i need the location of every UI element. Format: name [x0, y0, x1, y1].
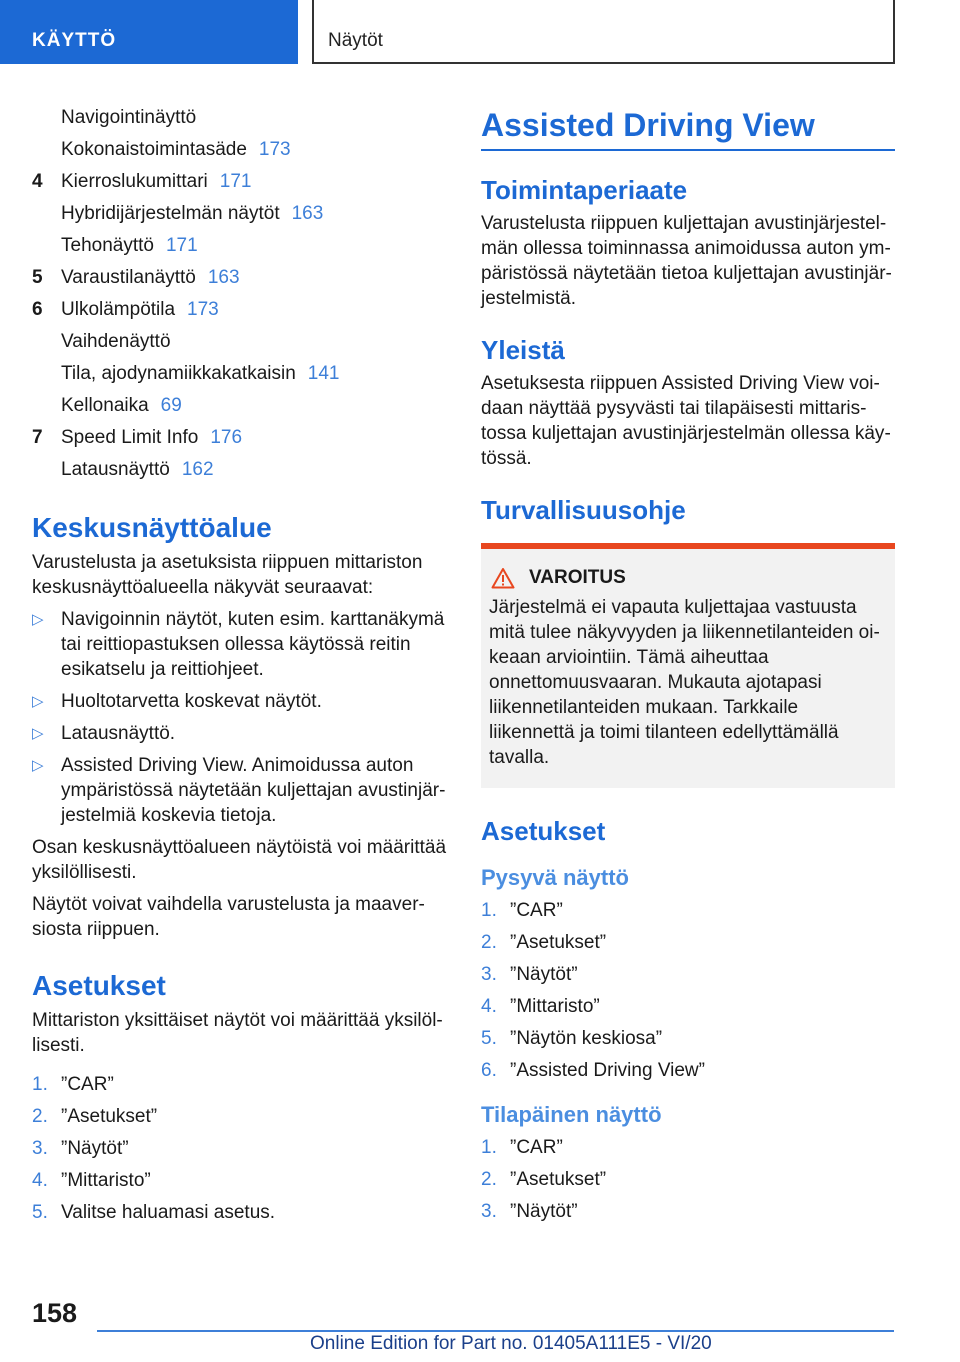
legend-text: Hybridijärjestelmän näytöt [61, 203, 280, 224]
settings-intro-left: Mittariston yksittäiset näytöt voi määrittää yksilöllisesti. [32, 1010, 443, 1056]
warning-label: VAROITUS [529, 567, 626, 588]
legend-text: Kokonaistoimintasäde [61, 139, 247, 160]
legend-text: Tila, ajodynamiikkakatkaisin [61, 363, 296, 384]
step-text: ”CAR” [510, 900, 563, 921]
principle-text: Varustelusta riippuen kuljettajan avustinjärjestelmän ollessa toiminnassa animoidussa auton ympäristössä näytetään tietoa kuljettajan avustinjärjestelmistä. [481, 213, 892, 309]
chapter-tab [312, 0, 895, 64]
page-reference: 163 [291, 203, 324, 224]
legend-entry [32, 105, 446, 130]
step-number: 6. [481, 1060, 497, 1081]
step-item [481, 930, 895, 955]
legend-text: Tehonäyttö [61, 235, 154, 256]
legend-entry [32, 137, 446, 162]
section-tab [0, 0, 298, 64]
section-title: KÄYTTÖ [32, 30, 117, 51]
step-text: ”Näytön keskiosa” [510, 1028, 663, 1049]
legend-entry [32, 425, 446, 450]
step-item [481, 1167, 895, 1192]
legend-text: Vaihdenäyttö [61, 331, 171, 352]
step-number: 1. [32, 1074, 48, 1095]
right-column [481, 105, 895, 1231]
step-item [481, 1058, 895, 1083]
legend-text: Varaustilanäyttö [61, 267, 196, 288]
legend-text: Kierroslukumittari [61, 171, 208, 192]
center-display-intro: Varustelusta ja asetuksista riippuen mittariston keskusnäyttöalueella näkyvät seuraavat: [32, 552, 423, 598]
bullet-item [32, 689, 446, 714]
step-text: ”Näytöt” [61, 1138, 129, 1159]
temporary-display-steps [481, 1135, 895, 1224]
legend-entry [32, 329, 446, 354]
permanent-display-heading: Pysyvä näyttö [481, 865, 629, 890]
legend-entry [32, 233, 446, 258]
legend-entry [32, 169, 446, 194]
bullet-item [32, 607, 446, 682]
bullet-text: Assisted Driving View. Animoidussa auton ympäristössä näytetään kuljettajan avustinjärjestelmiä koskevia tietoja. [61, 755, 446, 826]
step-item [481, 994, 895, 1019]
step-item [32, 1072, 446, 1097]
step-item [32, 1200, 446, 1225]
settings-heading-left: Asetukset [32, 970, 166, 1001]
warning-header [489, 567, 887, 589]
step-number: 2. [481, 1169, 497, 1190]
page-reference: 163 [207, 267, 240, 288]
legend-number: 5 [32, 267, 43, 288]
step-text: ”Assisted Driving View” [510, 1060, 705, 1081]
triangle-bullet-icon: ▷ [32, 611, 44, 628]
legend-list [32, 105, 446, 482]
step-number: 1. [481, 900, 497, 921]
footer-rule [97, 1330, 894, 1332]
page-reference: 171 [165, 235, 198, 256]
center-display-para2: Näytöt voivat vaihdella varustelusta ja maaversiosta riippuen. [32, 894, 425, 940]
bullet-item [32, 753, 446, 828]
warning-text: Järjestelmä ei vapauta kuljettajaa vastuusta mitä tulee näkyvyyden ja liikennetilanteiden oikeaan arviointiin. Tämä aiheuttaa onnettomuusvaaran. Mukauta ajotapasi liikennetilanteiden mukaan. Tarkkaile liikennettä ja toimi tilanteen edellyttämällä tavalla. [489, 597, 880, 768]
legend-text: Navigointinäyttö [61, 107, 197, 128]
legend-number: 4 [32, 171, 43, 192]
step-number: 2. [32, 1106, 48, 1127]
page-title: Assisted Driving View [481, 105, 895, 151]
step-number: 4. [481, 996, 497, 1017]
legend-entry [32, 361, 446, 386]
page-reference: 141 [307, 363, 340, 384]
step-text: ”CAR” [61, 1074, 114, 1095]
step-item [481, 1135, 895, 1160]
temporary-display-heading: Tilapäinen näyttö [481, 1102, 662, 1127]
page-number: 158 [32, 1298, 78, 1328]
step-number: 5. [481, 1028, 497, 1049]
center-display-heading: Keskusnäyttöalue [32, 512, 272, 543]
step-item [32, 1136, 446, 1161]
bullet-item [32, 721, 446, 746]
step-number: 2. [481, 932, 497, 953]
general-heading: Yleistä [481, 335, 565, 365]
step-text: ”Asetukset” [61, 1106, 158, 1127]
settings-steps-left [32, 1072, 446, 1225]
center-display-bullets [32, 607, 446, 828]
legend-text: Speed Limit Info [61, 427, 199, 448]
step-text: ”Asetukset” [510, 1169, 607, 1190]
legend-entry [32, 457, 446, 482]
step-number: 4. [32, 1170, 48, 1191]
legend-text: Ulkolämpötila [61, 299, 176, 320]
chapter-title: Näytöt [328, 30, 383, 51]
page-reference: 173 [187, 299, 219, 320]
safety-heading: Turvallisuusohje [481, 495, 686, 525]
page-reference: 162 [181, 459, 214, 480]
step-text: ”Asetukset” [510, 932, 607, 953]
triangle-bullet-icon: ▷ [32, 757, 44, 774]
settings-heading-right: Asetukset [481, 816, 606, 846]
legend-number: 6 [32, 299, 43, 320]
step-text: Valitse haluamasi asetus. [61, 1202, 276, 1223]
legend-text: Latausnäyttö [61, 459, 170, 480]
warning-box [481, 543, 895, 788]
left-column [32, 105, 446, 1232]
step-number: 3. [32, 1138, 48, 1159]
step-item [481, 1199, 895, 1224]
step-item [481, 962, 895, 987]
step-text: ”Mittaristo” [61, 1170, 151, 1191]
step-number: 1. [481, 1137, 497, 1158]
page-reference: 176 [210, 427, 243, 448]
page-reference: 173 [258, 139, 291, 160]
step-text: ”Näytöt” [510, 964, 578, 985]
legend-entry [32, 393, 446, 418]
step-number: 3. [481, 1201, 497, 1222]
general-text: Asetuksesta riippuen Assisted Driving View voidaan näyttää pysyvästi tai tilapäisesti mittaristossa kuljettajan avustinjärjestelmän ollessa käytössä. [481, 373, 891, 469]
principle-heading: Toimintaperiaate [481, 175, 688, 205]
step-text: ”Näytöt” [510, 1201, 578, 1222]
bullet-text: Latausnäyttö. [61, 723, 176, 744]
permanent-display-steps [481, 898, 895, 1083]
triangle-bullet-icon: ▷ [32, 725, 44, 742]
step-text: ”Mittaristo” [510, 996, 600, 1017]
legend-text: Kellonaika [61, 395, 149, 416]
legend-entry [32, 265, 446, 290]
step-item [32, 1168, 446, 1193]
warning-triangle-icon [491, 567, 515, 589]
page-reference: 69 [160, 395, 182, 416]
legend-entry [32, 297, 446, 322]
step-text: ”CAR” [510, 1137, 563, 1158]
step-item [481, 898, 895, 923]
legend-entry [32, 201, 446, 226]
triangle-bullet-icon: ▷ [32, 693, 44, 710]
step-number: 5. [32, 1202, 48, 1223]
bullet-text: Huoltotarvetta koskevat näytöt. [61, 691, 322, 712]
bullet-text: Navigoinnin näytöt, kuten esim. karttanäkymä tai reittiopastuksen ollessa käytössä reitin esikatselu ja reittiohjeet. [61, 609, 445, 680]
center-display-para1: Osan keskusnäyttöalueen näytöistä voi määrittää yksilöllisesti. [32, 837, 447, 883]
step-item [32, 1104, 446, 1129]
step-item [481, 1026, 895, 1051]
legend-number: 7 [32, 427, 43, 448]
step-number: 3. [481, 964, 497, 985]
page-reference: 171 [219, 171, 252, 192]
edition-note: Online Edition for Part no. 01405A111E5 - VI/20 [310, 1333, 712, 1354]
